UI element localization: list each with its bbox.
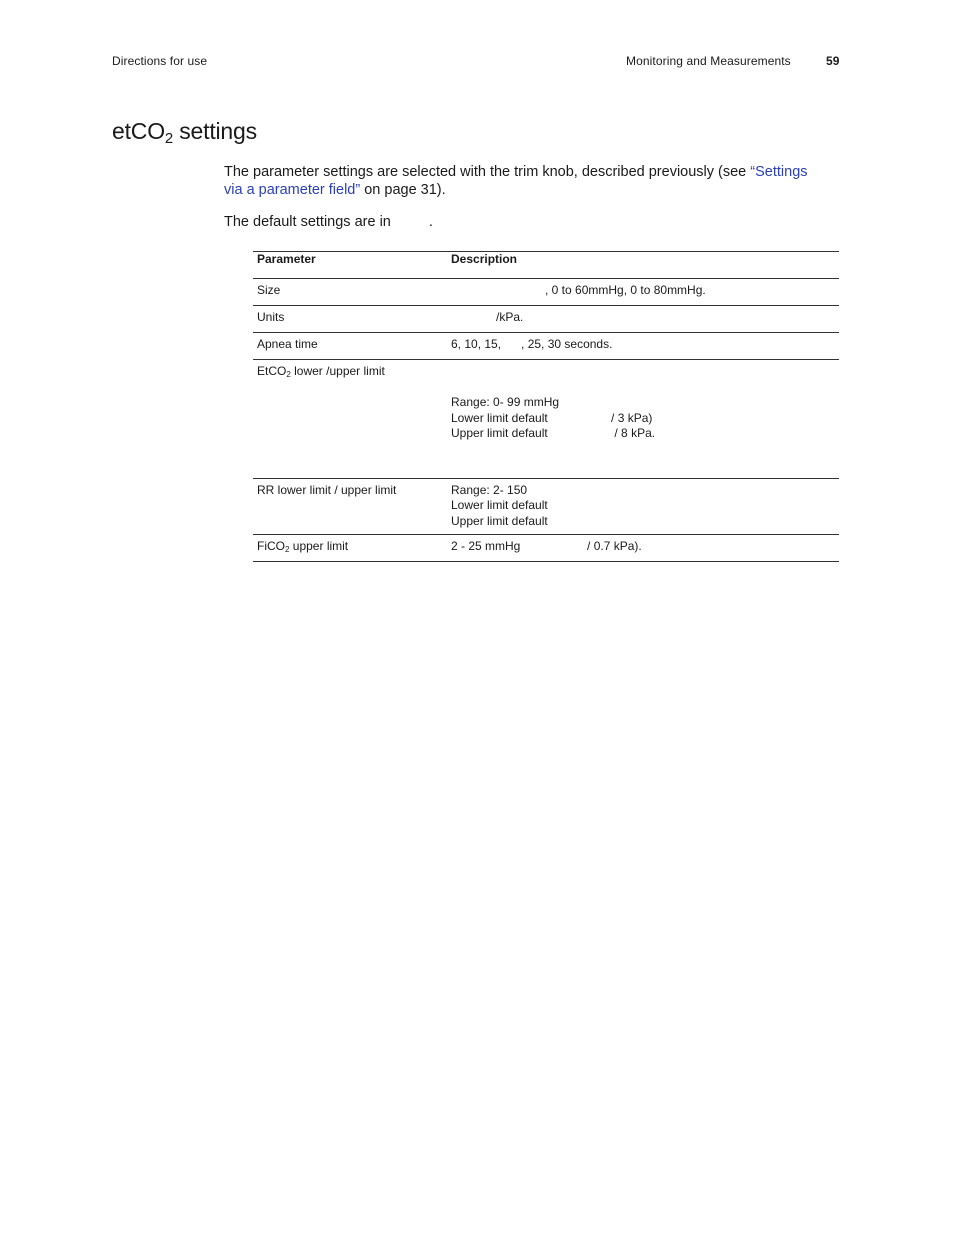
running-header-section: Monitoring and Measurements — [626, 54, 791, 68]
param-cell: FiCO$_2$ upper limit — [257, 539, 349, 554]
settings-table — [253, 251, 839, 562]
param-cell: RR lower limit / upper limit — [257, 482, 397, 497]
desc-cell: /kPa. — [496, 310, 524, 324]
table-row — [253, 279, 839, 306]
section-title: etCO$_2$ settings — [112, 118, 257, 147]
default-settings-note: The default settings are in . — [224, 214, 433, 230]
settings-link[interactable]: “Settings via a parameter field” — [224, 164, 808, 198]
desc-cell: 2 - 25 mmHg / 0.7 kPa). — [451, 539, 642, 553]
table-row — [253, 333, 839, 360]
param-cell: Size — [257, 283, 281, 297]
intro-paragraph: The parameter settings are selected with the trim knob, described previously (see “Settings via a parameter field” on page 31). — [224, 164, 808, 198]
param-cell: Units — [257, 310, 285, 324]
desc-cell: Range: 2- 150 Lower limit default Upper limit default — [451, 482, 548, 528]
param-cell: Apnea time — [257, 337, 318, 351]
param-cell: EtCO$_2$ lower /upper limit — [257, 364, 385, 379]
desc-cell: Range: 0- 99 mmHg Lower limit default / 3 kPa) Upper limit default / 8 kPa. — [451, 395, 656, 440]
header-description: Description — [451, 252, 518, 266]
table-row — [253, 306, 839, 333]
running-header-left: Directions for use — [112, 54, 208, 68]
table-row — [253, 360, 839, 479]
page-number: 59 — [826, 54, 840, 68]
header-parameter: Parameter — [257, 252, 316, 266]
table-header-row — [253, 252, 839, 279]
table-row — [253, 535, 839, 562]
desc-cell: , 0 to 60mmHg, 0 to 80mmHg. — [545, 283, 706, 297]
table-row — [253, 478, 839, 535]
desc-cell: 6, 10, 15, , 25, 30 seconds. — [451, 337, 613, 351]
